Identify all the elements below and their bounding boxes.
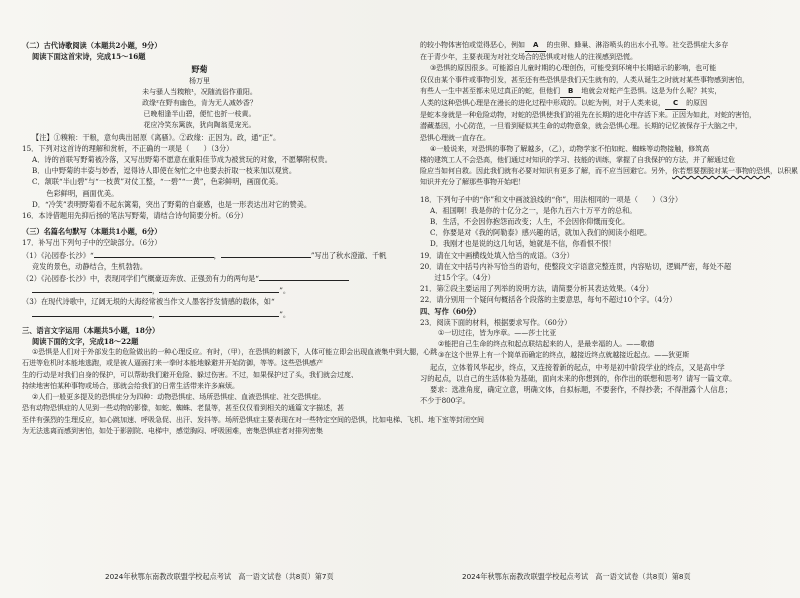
blank-marker-b: B [560,86,581,98]
q17-3-prefix: （3）在现代诗歌中，辽阔无垠的大海经常被当作文人墨客抒发情感的载体，如“ [22,297,275,307]
poetry-intro: 阅读下面这首宋诗，完成15～16题 [32,52,146,62]
poem-line: 已晚相逢半山碧，便忙也折一枝黄。 [143,110,256,119]
poem-note: 【注】①糗粮：干粮，意句典出屈原《离骚》。②政缘：正因为。政，通“正”。 [32,132,281,142]
passage-paragraph: 石迸等危机时本能地逃跑，或是被人逼面打来一拳时本能地躲避并开始防御，等等。这些恐惧感产 [22,359,323,368]
blank-marker-a: A [525,40,546,52]
q17-2-mid: ， [152,286,160,296]
question-16: 16．本诗借题用先抑后扬的笔法写野菊，请结合诗句简要分析。（6分） [22,211,248,221]
material-quote: ①一切过往，皆为序章。——莎士比亚 [438,329,557,338]
language-intro: 阅读下面的文字，完成18～22题 [32,337,139,347]
passage-paragraph: 仅仅由某个事件或事物引发，甚至还有些恐惧是我们天生就有的，人类从诞生之时就对某些事物感到害怕， [420,75,749,84]
page-footer-right: 2024年秋鄂东南教改联盟学校起点考试 高一语文试卷（共8页）第8页 [462,572,691,581]
q15-option-d: D．“冷笑”表明野菊看不起东篱菊，突出了野菊的自豪感，也是一形表达出对它的赞美。 [32,199,312,209]
passage-paragraph [420,166,798,177]
passage-text: 的原因 [686,99,708,108]
blank-marker-c: C [665,98,686,110]
writing-requirements: 要求：选准角度，确定立意，明确文体，自拟标题，不要套作，不得抄袭；不得泄露个人信息； [430,385,732,395]
wavy-underlined-sentence: 你若想要摆脱对某一事物的恐惧 [672,167,770,176]
material-quote: ③在这个世界上有一个简单而确定的终点，越接近终点就越接近起点。——狄更斯 [438,351,690,360]
section-language-header: 三、语言文字运用（本题共5小题，18分） [22,325,160,335]
q15-option-c: C．颔联“半山碧”与“一枝黄”对仗工整，“一碧”“一黄”，色彩鲜明，画面优美。 [32,177,283,187]
answer-blank[interactable] [159,308,279,317]
passage-paragraph: ④一般说来，对恐惧的事物了解越多，（乙），动物学家不怕如蛇、蜘蛛等动物接触，修筑高 [430,144,710,153]
answer-blank[interactable] [159,284,279,293]
writing-prompt: 习的起点，以自己的生活体验为基础，面向未来的你想到的，你作出的联想和思考？请写一篇文章。 [420,373,737,383]
q18-option-a: A．祖国啊！我是你的十亿分之一，是你九百六十万平方的总和。 [430,205,637,215]
q15-option-b: B．山中野菊的丰姿与妙香，逗得诗人即使在匆忙之中也要去折取一枝来加以观赏。 [32,166,297,176]
passage-paragraph: ②人们一般更多提及的恐惧症分为四种：动物恐惧症、场所恐惧症、血液恐惧症、社交恐惧症。 [32,393,326,402]
question-20: 20．请在文中括号内补写恰当的语句，使整段文字语意完整连贯，内容贴切，逻辑严密，每处不超 [420,261,732,271]
passage-paragraph: ①恐惧是人们对于外部发生的危险做出的一种心理反应。有时，（甲），在恐惧的刺激下，人体可能立即会出现血液集中到大腿，心跳 [32,348,438,357]
passage-text: 人类的这种恐惧心理是在漫长的进化过程中形成的。以蛇为例，对于人类来说， [420,99,665,108]
question-17: 17．补写出下列句子中的空缺部分。（6分） [22,238,162,248]
question-18: 18．下列句子中的“你”和文中画波浪线的“你”，用法相同的一项是（ ）（3分） [420,194,683,204]
poem-title: 野菊 [191,64,208,75]
passage-paragraph [420,86,775,98]
poem-line: 政缘²在野有幽色，肯为无人减妙香？ [142,99,257,108]
question-15: 15．下列对这首诗的理解和赏析，不正确的一项是（ ）（3分） [22,143,234,153]
q18-option-d: D．我刚才也是说的这几句话，她就是不信，你看恨不恨！ [430,239,616,249]
q17-item-2-cont [22,284,377,296]
passage-paragraph: 是蛇本身就是一种危险动物，对蛇的恐惧使我们的祖先在长期的进化中存活下来。正因为如此，对蛇的害怕， [420,111,756,120]
section-writing-header: 四、写作（60分） [420,306,481,316]
q15-option-a: A．诗的首联写野菊被冷落，又写出野菊不愿意在重阳佳节成为被赏玩的对象，不愿攀附权贵。 [32,155,332,165]
answer-blank[interactable] [94,249,214,258]
q17-item-3-cont: ， ”。 [22,308,377,320]
question-22: 22．请分别用一个疑问句概括各个段落的主要意思，每句不超过10个字。（4分） [420,295,677,305]
passage-paragraph: ③恐惧的原因很多。可能源自儿童时期的心理创伤，可能受到环境中长期暗示的影响，也可能 [430,64,717,73]
q17-1-cont: 竞发的景色，动静结合，生机勃勃。 [32,261,148,271]
q17-3-suffix: ”。 [279,309,291,319]
passage-paragraph [420,98,775,110]
passage-text: 的虫卵、蜂巢、淋浴喷头的出水小孔等。社交恐惧症大多存 [546,41,729,49]
passage-text: 地就会对蛇产生恐惧。这是为什么呢？其实， [581,86,722,95]
question-19: 19．请在文中画横线处填入恰当的成语。（3分） [420,250,574,260]
passage-paragraph [420,40,775,52]
passage-paragraph: 在于青少年，主要表现为对社交场合的恐惧或对他人的注视感到恐慌。 [420,53,637,62]
passage-paragraph: 潜藏基因，小心防范，一旦看到疑似其生命的动物意象，就会恐惧心理。长期的记忆被保存于大脑之中， [420,122,742,131]
writing-requirements: 不少于800字。 [420,396,470,406]
section-poetry-header: （二）古代诗歌阅读（本题共2小题，9分） [22,41,162,50]
q17-item-2 [22,272,377,284]
poem-line: 未与骚人当糗粮¹，况随流俗作重阳。 [142,87,257,96]
passage-text: ，以积累 [770,167,798,176]
answer-blank[interactable] [32,308,152,317]
passage-paragraph: 楼的建筑工人不会恐高，他们通过对知识的学习、技能的训练，掌握了自我保护的方法，并了解通过危 [420,156,735,165]
passage-paragraph: 恐有动物恐惧症的人见到一些动物的影像，如蛇、蜘蛛、老鼠等，甚至仅仅看到相关的通篇文字描述，甚 [22,404,344,413]
answer-blank[interactable] [259,272,349,281]
q18-option-b: B．生活，不会因你抱怨而改变；人生，不会因你仰慨而变化。 [430,217,630,227]
passage-text: 的较小物体害怕或觉得恶心，例如 [420,41,525,49]
writing-prompt: 起点，立体着风华起步，终点，又连接着新的起点，中考是初中阶段学业的终点，又是高中学 [430,362,725,372]
answer-blank[interactable] [221,249,311,258]
q18-option-c: C．你要是对《我的阿勒泰》感兴趣的话，就加入我们的阅读小组吧。 [430,228,652,238]
q15-option-c-cont: 色彩鲜明，画面优美。 [32,188,119,198]
q17-item-1: （1）《沁园春·长沙》“ ， ”写出了秋水澄澈、千帆 [22,250,387,260]
passage-text: 有些人一生中甚至都未见过真正的蛇，但他们 [420,86,560,95]
q17-item-3 [22,296,377,307]
q17-1-prefix: （1）《沁园春·长沙》“ [22,250,94,260]
q17-2-prefix: （2）《沁园春·长沙》中，表现同学们气概豪迈奔放、正强劲有力的两句是“ [22,274,259,284]
passage-paragraph: 恐惧心理就一直存在。 [420,133,490,142]
passage-paragraph: 生的行动是对我们自身的保护，可以帮助我们避开危险、躲过伤害。不过，如果保护过了头，我们就会过度、 [22,370,358,379]
passage-paragraph: 知识并充分了解那些事物开始吧！ [420,178,525,187]
poem-author: 杨万里 [189,76,210,85]
q17-1-suffix: ”写出了秋水澄澈、千帆 [310,250,387,260]
passage-paragraph: 至伴有强烈的生理反应，如心跳加速、呼吸急促、出汗、发抖等。场所恐惧症主要表现在对一些特定空间的恐惧，比如电梯、飞机、地下室等封闭空间 [22,415,484,424]
section-dictation-header: （三）名篇名句默写（本题共1小题，6分） [22,227,162,237]
question-20-cont: 过15个字。（4分） [420,273,495,283]
page-footer-left: 2024年秋鄂东南教改联盟学校起点考试 高一语文试卷（共8页）第7页 [105,572,334,581]
poem-line: 花应冷笑东篱族，犹向陶翁觅宠光。 [143,121,256,130]
passage-text: 险应当如何自救。因此我们就有必要对知识有更多了解，而不应当回避它。另外， [420,167,672,176]
passage-paragraph: 为无法逃离而感到害怕，如处于影剧院、电梯中，感觉胸闷、呼吸困难，密集恐惧症者对排列密集 [22,426,323,435]
question-23: 23．阅读下面的材料，根据要求写作。（60分） [420,317,572,327]
q17-2-suffix: ”。 [279,286,291,296]
question-21: 21．第②段主要运用了列举的说明方法，请简要分析其表达效果。（4分） [420,284,653,294]
material-quote: ②能把自己生命的终点和起点联结起来的人，是最幸福的人。——歌德 [438,340,655,349]
answer-blank[interactable] [32,284,152,293]
right-page [420,40,798,407]
passage-paragraph: 持续地害怕某种事物或场合，那就会给我们的日常生活带来许多麻烦。 [22,381,239,390]
